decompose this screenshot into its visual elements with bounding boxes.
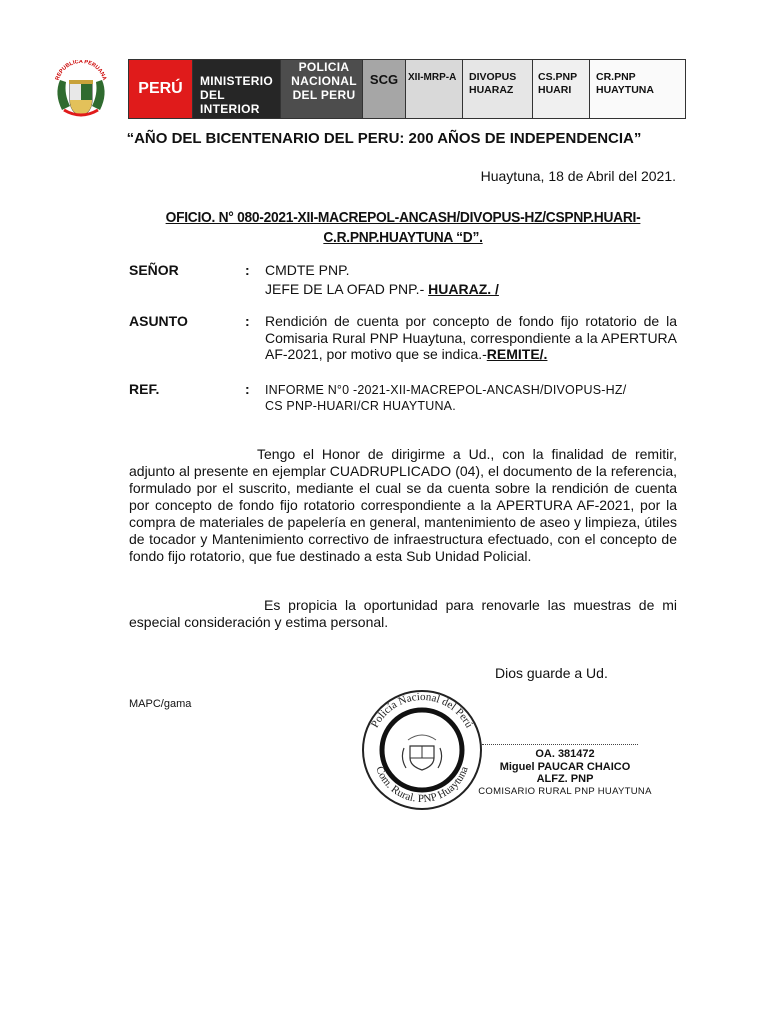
- header-policia-line1: POLICIA: [298, 60, 350, 74]
- header-peru: [129, 60, 193, 118]
- header-xii-text: XII-MRP-A: [408, 72, 457, 83]
- senor-line2-prefix: JEFE DE LA OFAD PNP.-: [265, 280, 429, 297]
- header-scg-text: SCG: [369, 72, 399, 87]
- oficio-line1: OFICIO. N° 080-2021-XII-MACREPOL-ANCASH/DIVOPUS-HZ/CSPNP.HUARI-: [165, 209, 641, 226]
- header-ministerio-line3: INTERIOR: [200, 102, 260, 116]
- senor-label: SEÑOR: [129, 262, 179, 278]
- coat-of-arms-icon: [50, 60, 112, 122]
- ref-label: REF.: [129, 381, 160, 397]
- body-p1-text: Tengo el Honor de dirigirme a Ud., con la finalidad de remitir, adjunto al presente en ejemplar CUADRUPLICADO (04), el documento de la referencia, formulado por el suscrito, mediante el cual se da cuenta sobre la rendición de cuenta por concepto de fondo fijo rotatorio correspondiente a la APERTURA AF-2021, por la compra de materiales de papelería en general, mantenimiento de aseo y limpieza, útiles de tocador y Mantenimiento correctivo de infraestructura efectuado, con el concepto de fondo fijo rotatorio, que fue destinado a esta Sub Unidad Policial.: [129, 446, 677, 564]
- header-cs-line2: HUARI: [538, 84, 572, 96]
- senor-line1: CMDTE PNP.: [265, 262, 350, 278]
- ref-value: [265, 382, 677, 414]
- senor-colon: :: [245, 262, 250, 278]
- body-paragraph-2: [129, 597, 677, 631]
- body-p2-text: Es propicia la oportunidad para renovarle las muestras de mi especial consideración y estima personal.: [129, 597, 677, 630]
- header-cs: [533, 60, 590, 118]
- header-cr-line2: HUAYTUNA: [596, 84, 654, 96]
- oficio-line2: C.R.PNP.HUAYTUNA “D”.: [323, 229, 483, 246]
- signature-title: COMISARIO RURAL PNP HUAYTUNA: [478, 786, 652, 797]
- header-cr-line1: CR.PNP: [596, 71, 636, 83]
- header-ministerio-line2: DEL: [200, 88, 225, 102]
- asunto-value: [265, 313, 677, 363]
- signature-line: [482, 744, 638, 745]
- header-peru-text: PERÚ: [138, 80, 183, 97]
- header-divopus-line2: HUARAZ: [469, 84, 514, 96]
- senor-line2: [265, 281, 677, 298]
- coat-text: REPUBLICA PERUANA: [54, 60, 108, 82]
- asunto-text: Rendición de cuenta por concepto de fondo fijo rotatorio de la Comisaria Rural PNP Huaytuna, correspondiente a la APERTURA AF-2021, por motivo que se indica.-: [265, 313, 677, 362]
- header-cs-line1: CS.PNP: [538, 71, 578, 83]
- header-ministerio-line1: MINISTERIO: [200, 74, 274, 88]
- initials: MAPC/gama: [129, 698, 192, 710]
- senor-value: [265, 262, 677, 297]
- header-divopus: [463, 60, 533, 118]
- seal-bottom-text: Com. Rural. PNP Huaytuna: [373, 764, 471, 806]
- body-paragraph-1: [129, 446, 677, 565]
- header-policia-line3: DEL PERU: [292, 88, 356, 102]
- asunto-bold: REMITE/.: [486, 346, 548, 362]
- signature-name: Miguel PAUCAR CHAICO: [499, 761, 631, 773]
- header-divopus-line1: DIVOPUS: [469, 71, 517, 83]
- signature-rank: ALFZ. PNP: [536, 773, 594, 785]
- ref-line2: CS PNP-HUARI/CR HUAYTUNA.: [265, 399, 456, 413]
- seal-top-text: Policía Nacional del Perú: [368, 690, 476, 730]
- seal-stamp-icon: [360, 688, 484, 812]
- header-scg: [363, 60, 406, 118]
- senor-line2-bold: HUARAZ. /: [428, 280, 499, 297]
- header-cr: [590, 60, 685, 118]
- closing: Dios guarde a Ud.: [495, 665, 608, 681]
- header-ministerio: [193, 60, 281, 118]
- header-policia-line2: NACIONAL: [291, 74, 357, 88]
- asunto-label: ASUNTO: [129, 313, 188, 329]
- header-policia: [281, 60, 363, 118]
- svg-text:REPUBLICA PERUANA: [55, 60, 107, 81]
- ref-colon: :: [245, 381, 250, 397]
- asunto-colon: :: [245, 313, 250, 329]
- motto: “AÑO DEL BICENTENARIO DEL PERU: 200 AÑOS DE INDEPENDENCIA”: [126, 130, 642, 147]
- ref-line1: INFORME N°0 -2021-XII-MACREPOL-ANCASH/DIVOPUS-HZ/: [265, 383, 627, 397]
- header-xii: [406, 60, 463, 118]
- signature-oa: OA. 381472: [535, 748, 595, 760]
- oficio-number: [150, 208, 656, 248]
- header-band: [128, 59, 686, 119]
- dateline: Huaytuna, 18 de Abril del 2021.: [480, 168, 676, 184]
